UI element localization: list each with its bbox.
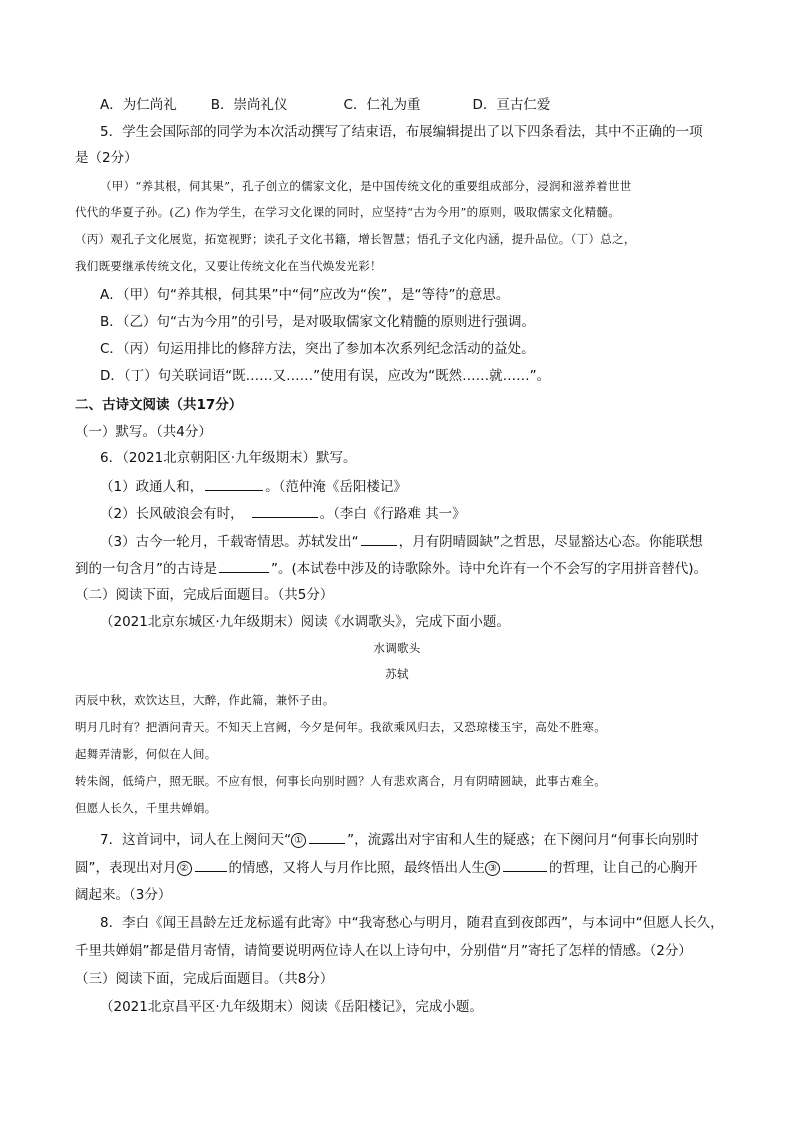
circle-3: ③ xyxy=(485,861,500,876)
q7-line2-post: 的哲理，让自己的心胸开 xyxy=(549,860,698,876)
q6-item2-pre: （2）长风破浪会有时， xyxy=(100,506,244,522)
poem-preface: 丙辰中秋，欢饮达旦，大醉，作此篇，兼怀子由。 xyxy=(75,693,335,707)
q7-blank1[interactable] xyxy=(309,829,345,844)
q6-item3-line2 xyxy=(75,558,707,579)
q6-item3-mid: ，月有阴晴圆缺”之哲思，尽显豁达心态。你能联想 xyxy=(398,534,703,550)
q5-passage-line2: 代代的华夏子孙。(乙) 作为学生，在学习文化课的同时，应坚持“古为今用”的原则，吸取儒家文化精髓。 xyxy=(75,205,621,219)
q6-item1-pre: （1）政通人和， xyxy=(100,479,204,495)
q6-item1 xyxy=(100,476,407,497)
q8-line1: 8．李白《闻王昌龄左迁龙标遥有此寄》中“我寄愁心与明月，随君直到夜郎西”，与本词中“但愿人长久， xyxy=(100,915,724,931)
q6-item3-blank1[interactable] xyxy=(361,531,397,546)
circle-1: ① xyxy=(291,833,306,848)
poem-line2: 起舞弄清影，何似在人间。 xyxy=(75,747,217,761)
q7-line2-pre: 圆”，表现出对月 xyxy=(75,860,177,876)
q6-item3-line2-post: ”。(本试卷中涉及的诗歌除外。诗中允许有一个不会写的字用拼音替代)。 xyxy=(271,561,708,577)
poem-title: 水调歌头 xyxy=(373,641,421,655)
part3-intro: （2021北京昌平区·九年级期末）阅读《岳阳楼记》，完成小题。 xyxy=(100,999,483,1015)
circle-2: ② xyxy=(177,861,192,876)
q4-option-b: B．崇尚礼仪 xyxy=(210,97,288,113)
poem-line3: 转朱阁，低绮户，照无眠。不应有恨，何事长向别时圆？人有悲欢离合，月有阴晴圆缺，此事古难全。 xyxy=(75,774,606,788)
q7-blank2[interactable] xyxy=(195,857,227,872)
q6-item3-line2-pre: 到的一句含月”的古诗是 xyxy=(75,561,217,577)
q5-passage-line3: （丙）观孔子文化展览，拓宽视野；读孔子文化书籍，增长智慧；悟孔子文化内涵，提升品位。（丁）总之， xyxy=(75,232,636,246)
q5-passage-line4: 我们既要继承传统文化，又要让传统文化在当代焕发光彩！ xyxy=(75,259,382,273)
part3-title: （三）阅读下面，完成后面题目。（共8分） xyxy=(75,971,334,987)
q6-stem: 6．（2021北京朝阳区·九年级期末）默写。 xyxy=(100,450,357,466)
q7-line2-mid: 的情感，又将人与月作比照，最终悟出人生 xyxy=(228,860,485,876)
q5-stem-line1: 5．学生会国际部的同学为本次活动撰写了结束语，布展编辑提出了以下四条看法，其中不正确的一项 xyxy=(100,124,703,140)
q5-option-a: A．（甲）句“养其根，伺其果”中“伺”应改为“俟”，是“等待”的意思。 xyxy=(100,287,510,303)
q7-line3: 阔起来。（3分） xyxy=(75,887,172,903)
part2-intro: （2021北京东城区·九年级期末）阅读《水调歌头》，完成下面小题。 xyxy=(100,614,510,630)
q5-option-c: C．（丙）句运用排比的修辞方法，突出了参加本次系列纪念活动的益处。 xyxy=(100,341,535,357)
q8-line2: 千里共婵娟”都是借月寄情，请简要说明两位诗人在以上诗句中，分别借“月”寄托了怎样的情感。（2分） xyxy=(75,943,692,959)
q4-option-c: C．仁礼为重 xyxy=(343,97,421,113)
q6-item1-post: 。（范仲淹《岳阳楼记》 xyxy=(265,479,407,495)
q5-option-d: D．（丁）句关联词语“既……又……”使用有误，应改为“既然……就……”。 xyxy=(100,368,551,384)
q5-option-b: B．（乙）句“古为今用”的引号，是对吸取儒家文化精髓的原则进行强调。 xyxy=(100,314,535,330)
q6-item2-blank[interactable] xyxy=(252,503,318,518)
q4-option-d: D．亘古仁爱 xyxy=(472,97,551,113)
q4-options-row xyxy=(100,95,550,115)
q7-line1-pre: 7．这首词中，词人在上阕问天“ xyxy=(100,832,292,848)
q6-item3-line1 xyxy=(100,531,703,552)
q6-item2-post: 。（李白《行路难 其一》 xyxy=(319,506,466,522)
part1-title: （一）默写。（共4分） xyxy=(75,424,212,440)
q6-item3-pre: （3）古今一轮月，千载寄情思。苏轼发出“ xyxy=(100,534,359,550)
q6-item1-blank[interactable] xyxy=(205,476,263,491)
q4-option-a: A．为仁尚礼 xyxy=(100,97,177,113)
poem-author: 苏轼 xyxy=(385,667,409,681)
poem-line4: 但愿人长久，千里共婵娟。 xyxy=(75,801,217,815)
q6-item2 xyxy=(100,503,466,524)
part2-title: （二）阅读下面，完成后面题目。（共5分） xyxy=(75,587,334,603)
q7-line1 xyxy=(100,829,699,850)
q5-stem-line2: 是（2分） xyxy=(75,150,138,166)
q7-line2 xyxy=(75,857,698,878)
poem-line1: 明月几时有？把酒问青天。不知天上宫阙，今夕是何年。我欲乘风归去，又恐琼楼玉宇，高处不胜寒。 xyxy=(75,720,606,734)
q7-blank3[interactable] xyxy=(503,857,547,872)
q7-line1-post: ”，流露出对宇宙和人生的疑惑；在下阕问月“何事长向别时 xyxy=(347,832,699,848)
section2-title: 二、古诗文阅读（共17分） xyxy=(75,397,243,413)
q6-item3-blank2[interactable] xyxy=(219,558,269,573)
q5-passage-line1: （甲）“养其根，伺其果”，孔子创立的儒家文化，是中国传统文化的重要组成部分，浸润和滋养着世世 xyxy=(100,179,632,193)
